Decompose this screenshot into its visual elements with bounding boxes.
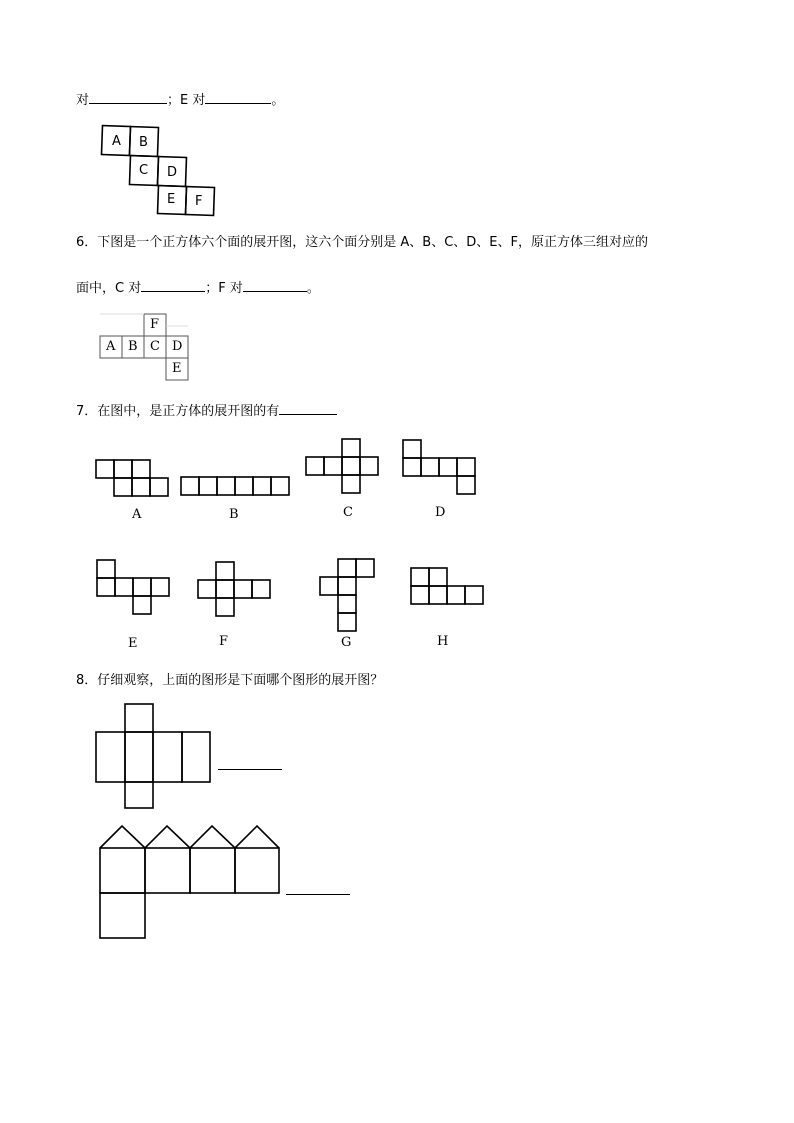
net-f bbox=[198, 562, 270, 616]
option-label-h: H bbox=[437, 634, 449, 649]
q8-answer-line-2[interactable] bbox=[286, 893, 350, 895]
q6-line2-prefix: 面中，C 对 bbox=[76, 281, 142, 296]
fig6-label-c: C bbox=[150, 339, 160, 354]
option-label-c: C bbox=[343, 505, 353, 520]
q5-answer-line bbox=[76, 91, 284, 109]
option-label-f: F bbox=[219, 634, 229, 649]
q8-text: 8．仔细观察，上面的图形是下面哪个图形的展开图？ bbox=[76, 673, 384, 688]
fig5-label-f: F bbox=[195, 194, 203, 209]
option-label-e: E bbox=[128, 636, 138, 651]
q6-line2-end: 。 bbox=[306, 281, 320, 296]
q7-blank[interactable] bbox=[279, 402, 337, 415]
option-label-a: A bbox=[132, 507, 142, 522]
net-c bbox=[306, 439, 378, 493]
net-e bbox=[97, 560, 169, 614]
net-h bbox=[411, 568, 483, 604]
net-b bbox=[181, 477, 289, 495]
q6-blank-2[interactable] bbox=[243, 279, 307, 292]
fig5-label-a: A bbox=[112, 134, 121, 149]
q6-blank-1[interactable] bbox=[141, 279, 205, 292]
fig5-label-d: D bbox=[167, 165, 178, 180]
fig5-label-b: B bbox=[139, 135, 148, 150]
fig6-label-e: E bbox=[172, 361, 182, 376]
q7-prompt: 7．在图中，是正方体的展开图的有 bbox=[76, 404, 280, 419]
q5-end: 。 bbox=[271, 93, 285, 108]
q6-line2 bbox=[76, 279, 320, 297]
q5-blank-1[interactable] bbox=[89, 91, 167, 104]
q7-text bbox=[76, 402, 337, 420]
q5-blank-2[interactable] bbox=[205, 91, 271, 104]
net-d bbox=[403, 440, 475, 494]
option-label-b: B bbox=[229, 507, 239, 522]
q8-cuboid-net bbox=[96, 704, 210, 808]
q5-prefix: 对 bbox=[76, 93, 90, 108]
q8-house-net bbox=[100, 826, 279, 938]
q6-line2-sep: ；F 对 bbox=[205, 281, 243, 296]
net-g bbox=[320, 559, 374, 631]
option-label-g: G bbox=[341, 635, 352, 650]
fig6-label-a: A bbox=[106, 339, 116, 354]
fig6-label-b: B bbox=[128, 339, 138, 354]
q8-answer-line-1[interactable] bbox=[218, 768, 282, 770]
option-label-d: D bbox=[435, 505, 446, 520]
fig5-label-c: C bbox=[139, 163, 149, 178]
q6-line1: 6．下图是一个正方体六个面的展开图，这六个面分别是 A、B、C、D、E、F，原正方体三组对应的 bbox=[76, 235, 648, 250]
q5-sep: ；E 对 bbox=[167, 93, 206, 108]
fig5-label-e: E bbox=[167, 192, 176, 207]
fig6-label-d: D bbox=[172, 339, 183, 354]
fig6-label-f: F bbox=[150, 317, 160, 332]
net-a bbox=[96, 460, 168, 496]
